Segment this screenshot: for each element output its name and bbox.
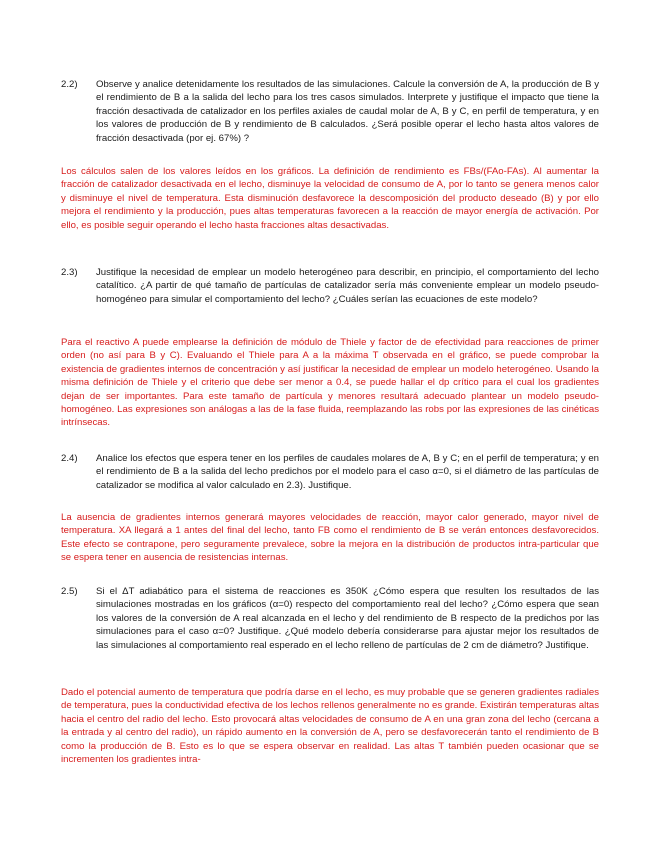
question-number: 2.4) (61, 453, 78, 464)
question-2-3 (61, 266, 599, 306)
answer-2-4: La ausencia de gradientes internos generará mayores velocidades de reacción, mayor calor generado, mayor nivel de temperatura. XA llegará a 1 antes del final del lecho, tanto FB como el rendimiento de B se verán entonces desfavorecidos. Este efecto se contrapone, pero seguramente prevalece, sobre la mejora en la distribución de productos intra-particular que se espera tener en ausencia de resistencias internas. (61, 512, 599, 564)
question-number: 2.5) (61, 586, 78, 597)
question-text: Si el ΔT adiabático para el sistema de reacciones es 350K ¿Cómo espera que resulten los resultados de las simulaciones mostradas en los gráficos (α=0) respecto del comportamiento real del lecho? ¿Cómo espera que sean los valores de la conversión de A real alcanzada en el lecho y del rendimiento de B respecto de la predichos por las simulaciones para el caso α=0? Justifique. ¿Qué modelo debería considerarse para ajustar mejor los resultados de las simulaciones al comportamiento real esperado en el lecho relleno de partículas de 2 cm de diámetro? Justifique. (96, 586, 599, 651)
answer-2-5: Dado el potencial aumento de temperatura que podría darse en el lecho, es muy probable que se generen gradientes radiales de temperatura, pues la conductividad efectiva de los lechos rellenos generalmente no es grande. Existirán temperaturas altas hacia el centro del radio del lecho. Esto provocará altas velocidades de consumo de A en una gran zona del lecho (cercana a la entrada y al centro del radio), un rápido aumento en la conversión de A, pero se desfavorecerán tanto el rendimiento de B como la producción de B. Esto es lo que se espera observar en realidad. Las altas T también pueden ocasionar que se incrementen los gradientes intra- (61, 687, 599, 766)
answer-2-3: Para el reactivo A puede emplearse la definición de módulo de Thiele y factor de de efectividad para reacciones de primer orden (no así para B y C). Evaluando el Thiele para A a la máxima T observada en el gráfico, se puede comprobar la existencia de gradientes internos de concentración y así justificar la necesidad de emplear un modelo heterogéneo. Usando la misma definición de Thiele y el criterio que debe ser menor a 0.4, se puede hallar el dp crítico para el cual los gradientes dejan de ser importantes. Para este tamaño de partícula y menores resultará adecuado plantear un modelo pseudo-homogéneo. Las expresiones son análogas a las de la fase fluida, reemplazando las robs por las expresiones de las cinéticas intrínsecas. (61, 337, 599, 429)
question-text: Analice los efectos que espera tener en los perfiles de caudales molares de A, B y C; en el perfil de temperatura; y en el rendimiento de B a la salida del lecho predichos por el modelo para el caso α=0, si el diámetro de las partículas de catalizador se modifica al valor calculado en 2.3). Justifique. (96, 453, 599, 491)
question-2-2 (61, 78, 599, 145)
question-2-5 (61, 585, 599, 652)
question-2-4 (61, 452, 599, 492)
question-number: 2.3) (61, 267, 78, 278)
question-text: Justifique la necesidad de emplear un modelo heterogéneo para describir, en principio, el comportamiento del lecho catalítico. ¿A partir de qué tamaño de partículas de catalizador sería más conveniente emplear un modelo pseudo-homogéneo para simular el comportamiento del lecho? ¿Cuáles serían las ecuaciones de este modelo? (96, 267, 599, 305)
answer-2-2: Los cálculos salen de los valores leídos en los gráficos. La definición de rendimiento es FBs/(FAo-FAs). Al aumentar la fracción de catalizador desactivada en el lecho, disminuye la velocidad de consumo de A, por lo tanto se genera menos calor y disminuye el nivel de temperatura. Esta disminución desfavorece la descomposición del producto deseado (B) y por ello mejora el rendimiento y la producción, pues altas temperaturas favorecen a la reacción de mayor energía de activación. Por ello, es posible seguir operando el lecho hasta fracciones altas desactivadas. (61, 166, 599, 231)
question-text: Observe y analice detenidamente los resultados de las simulaciones. Calcule la conversión de A, la producción de B y el rendimiento de B a la salida del lecho para los tres casos simulados. Interprete y justifique el impacto que tiene la fracción desactivada de catalizador en los perfiles axiales de caudal molar de A, B y C, en perfil de temperatura, y en los valores de producción de B y rendimiento de B calculados. ¿Será posible operar el lecho hasta altos valores de fracción desactivada (por ej. 67%) ? (96, 79, 599, 144)
question-number: 2.2) (61, 79, 78, 90)
